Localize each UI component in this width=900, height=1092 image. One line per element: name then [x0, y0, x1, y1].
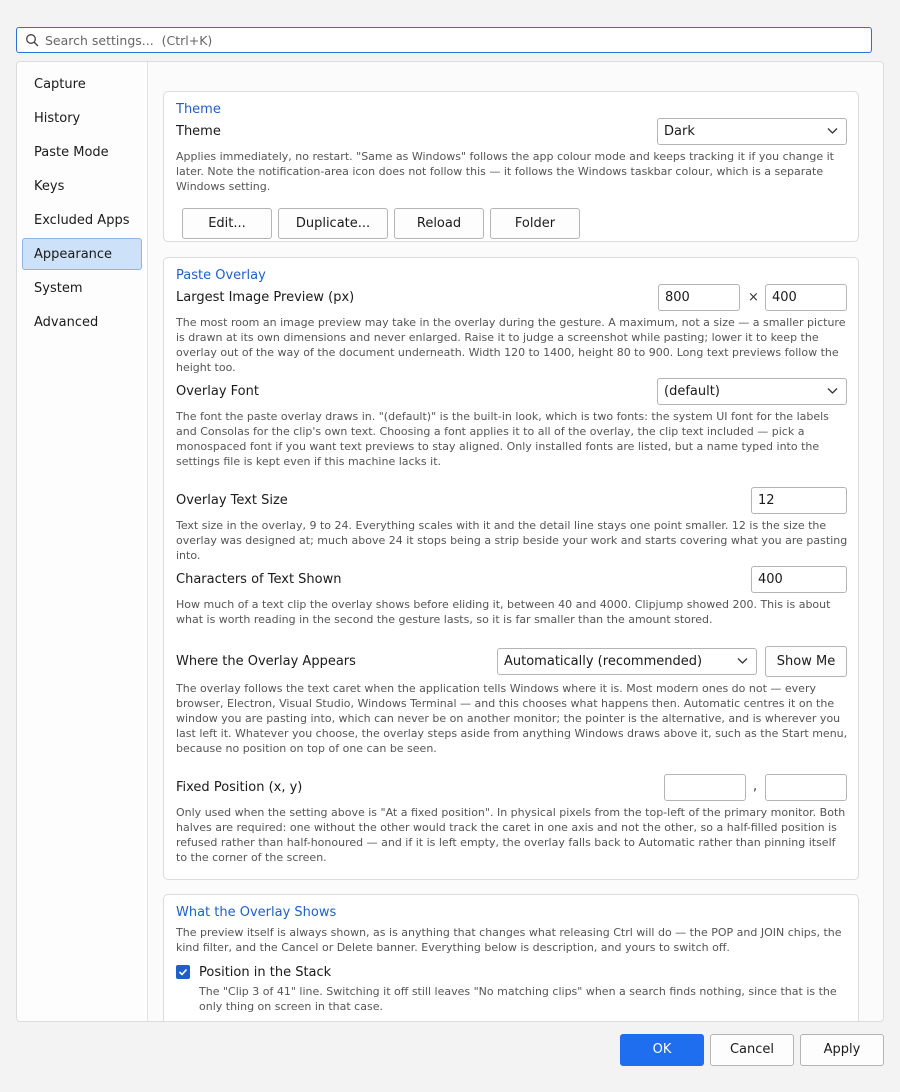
search-box[interactable] — [16, 27, 872, 53]
sidebar-item-excluded-apps[interactable]: Excluded Apps — [34, 213, 130, 228]
sidebar-item-advanced[interactable]: Advanced — [34, 315, 99, 330]
overlay-font-description: The font the paste overlay draws in. "(default)" is the built-in look, which is two fonts: the system UI font for the labels and Consolas for the clip's own text. Choosing a font applies it to all of the overlay, the clip text included — pick a monospaced font if you want text previews to stay aligned. Only installed fonts are listed, but a name typed into the settings file is kept even if this machine lacks it. — [176, 410, 829, 468]
preview-height-input[interactable]: 400 — [765, 284, 847, 311]
fixed-position-x-input[interactable] — [664, 774, 746, 801]
sidebar-item-keys[interactable]: Keys — [34, 179, 65, 194]
sidebar-item-paste-mode[interactable]: Paste Mode — [34, 145, 109, 160]
search-icon — [25, 33, 39, 47]
sidebar-item-appearance[interactable]: Appearance — [22, 238, 142, 270]
sidebar-item-history[interactable]: History — [34, 111, 81, 126]
overlay-position-description: The overlay follows the text caret when the application tells Windows where it is. Most modern ones do not — every browser, Electron, Visual Studio, Windows Terminal — and this chooses what happens then. Automatic centres it on the window you are pasting into, which can never be on another monitor; the pointer is the alternative, and is wherever you last left it. Whatever you choose, the overlay steps aside from anything Windows draws above it, such as the Start menu, because no position on top of one can be seen. — [176, 682, 848, 755]
overlay-font-label: Overlay Font — [176, 384, 259, 399]
sidebar — [17, 62, 148, 1021]
cancel-button[interactable]: Cancel — [710, 1034, 794, 1066]
fixed-position-y-input[interactable] — [765, 774, 847, 801]
overlay-position-value: Automatically (recommended) — [504, 654, 703, 669]
duplicate-theme-button[interactable]: Duplicate... — [278, 208, 388, 239]
reload-theme-button[interactable]: Reload — [394, 208, 484, 239]
overlay-shows-section — [163, 894, 859, 1021]
overlay-text-size-input[interactable]: 12 — [751, 487, 847, 514]
search-input[interactable] — [45, 33, 871, 48]
theme-section-title: Theme — [176, 102, 221, 117]
overlay-text-size-label: Overlay Text Size — [176, 493, 288, 508]
apply-button[interactable]: Apply — [800, 1034, 884, 1066]
overlay-font-value: (default) — [664, 384, 720, 399]
theme-description: Applies immediately, no restart. "Same as Windows" follows the app colour mode and keeps tracking it if you change it later. Note the notification-area icon does not follow this — it follows the Windows taskbar colour, which is a separate Windows setting. — [176, 150, 834, 193]
checkmark-icon — [178, 967, 188, 977]
overlay-shows-section-title: What the Overlay Shows — [176, 905, 337, 920]
preview-width-input[interactable]: 800 — [658, 284, 740, 311]
times-symbol: × — [748, 290, 759, 305]
ok-button[interactable]: OK — [620, 1034, 704, 1066]
position-in-stack-label[interactable]: Position in the Stack — [199, 965, 332, 980]
content-area[interactable] — [149, 62, 883, 1021]
comma-separator: , — [753, 779, 758, 794]
fixed-position-label: Fixed Position (x, y) — [176, 780, 303, 795]
sidebar-item-capture[interactable]: Capture — [34, 77, 86, 92]
sidebar-item-system[interactable]: System — [34, 281, 83, 296]
paste-overlay-section — [163, 257, 859, 880]
chevron-down-icon — [737, 657, 748, 665]
characters-shown-label: Characters of Text Shown — [176, 572, 342, 587]
overlay-text-size-description: Text size in the overlay, 9 to 24. Everything scales with it and the detail line stays one point smaller. 12 is the size the overlay was designed at; much above 24 it stops being a strip beside your work and starts covering what you are pasting into. — [176, 519, 848, 562]
theme-label: Theme — [176, 124, 221, 139]
position-in-stack-description: The "Clip 3 of 41" line. Switching it off still leaves "No matching clips" when a search finds nothing, since that is the only thing on screen in that case. — [199, 985, 837, 1013]
characters-shown-input[interactable]: 400 — [751, 566, 847, 593]
folder-button[interactable]: Folder — [490, 208, 580, 239]
overlay-shows-description: The preview itself is always shown, as is anything that changes what releasing Ctrl will do — the POP and JOIN chips, the kind filter, and the Cancel or Delete banner. Everything below is description, and yours to switch off. — [176, 926, 842, 954]
overlay-position-dropdown[interactable] — [497, 648, 757, 675]
edit-theme-button[interactable]: Edit... — [182, 208, 272, 239]
overlay-font-dropdown[interactable] — [657, 378, 847, 405]
characters-shown-description: How much of a text clip the overlay shows before eliding it, between 40 and 4000. Clipjump showed 200. This is about what is worth reading in the second the gesture lasts, so it is far smaller than the amount stored. — [176, 598, 831, 626]
fixed-position-description: Only used when the setting above is "At a fixed position". In physical pixels from the top-left of the primary monitor. Both halves are required: one without the other would track the caret in one axis and not the other, so a half-filled position is refused rather than half-honoured — and if it is left empty, the overlay falls back to Automatic rather than pinning itself to the corner of the screen. — [176, 806, 846, 864]
theme-section — [163, 91, 859, 242]
chevron-down-icon — [827, 127, 838, 135]
position-in-stack-checkbox[interactable] — [176, 965, 190, 979]
theme-dropdown[interactable] — [657, 118, 847, 145]
paste-overlay-section-title: Paste Overlay — [176, 268, 266, 283]
largest-preview-description: The most room an image preview may take in the overlay during the gesture. A maximum, not a size — a smaller picture is drawn at its own dimensions and never enlarged. Raise it to judge a screenshot while pasting; lower it to keep the overlay out of the way of the document underneath. Width 120 to 1400, height 80 to 900. Long text previews follow the height too. — [176, 316, 846, 374]
overlay-position-label: Where the Overlay Appears — [176, 654, 356, 669]
largest-preview-label: Largest Image Preview (px) — [176, 290, 355, 305]
chevron-down-icon — [827, 387, 838, 395]
theme-dropdown-value: Dark — [664, 124, 695, 139]
show-me-button[interactable]: Show Me — [765, 646, 847, 677]
settings-panel — [16, 61, 884, 1022]
